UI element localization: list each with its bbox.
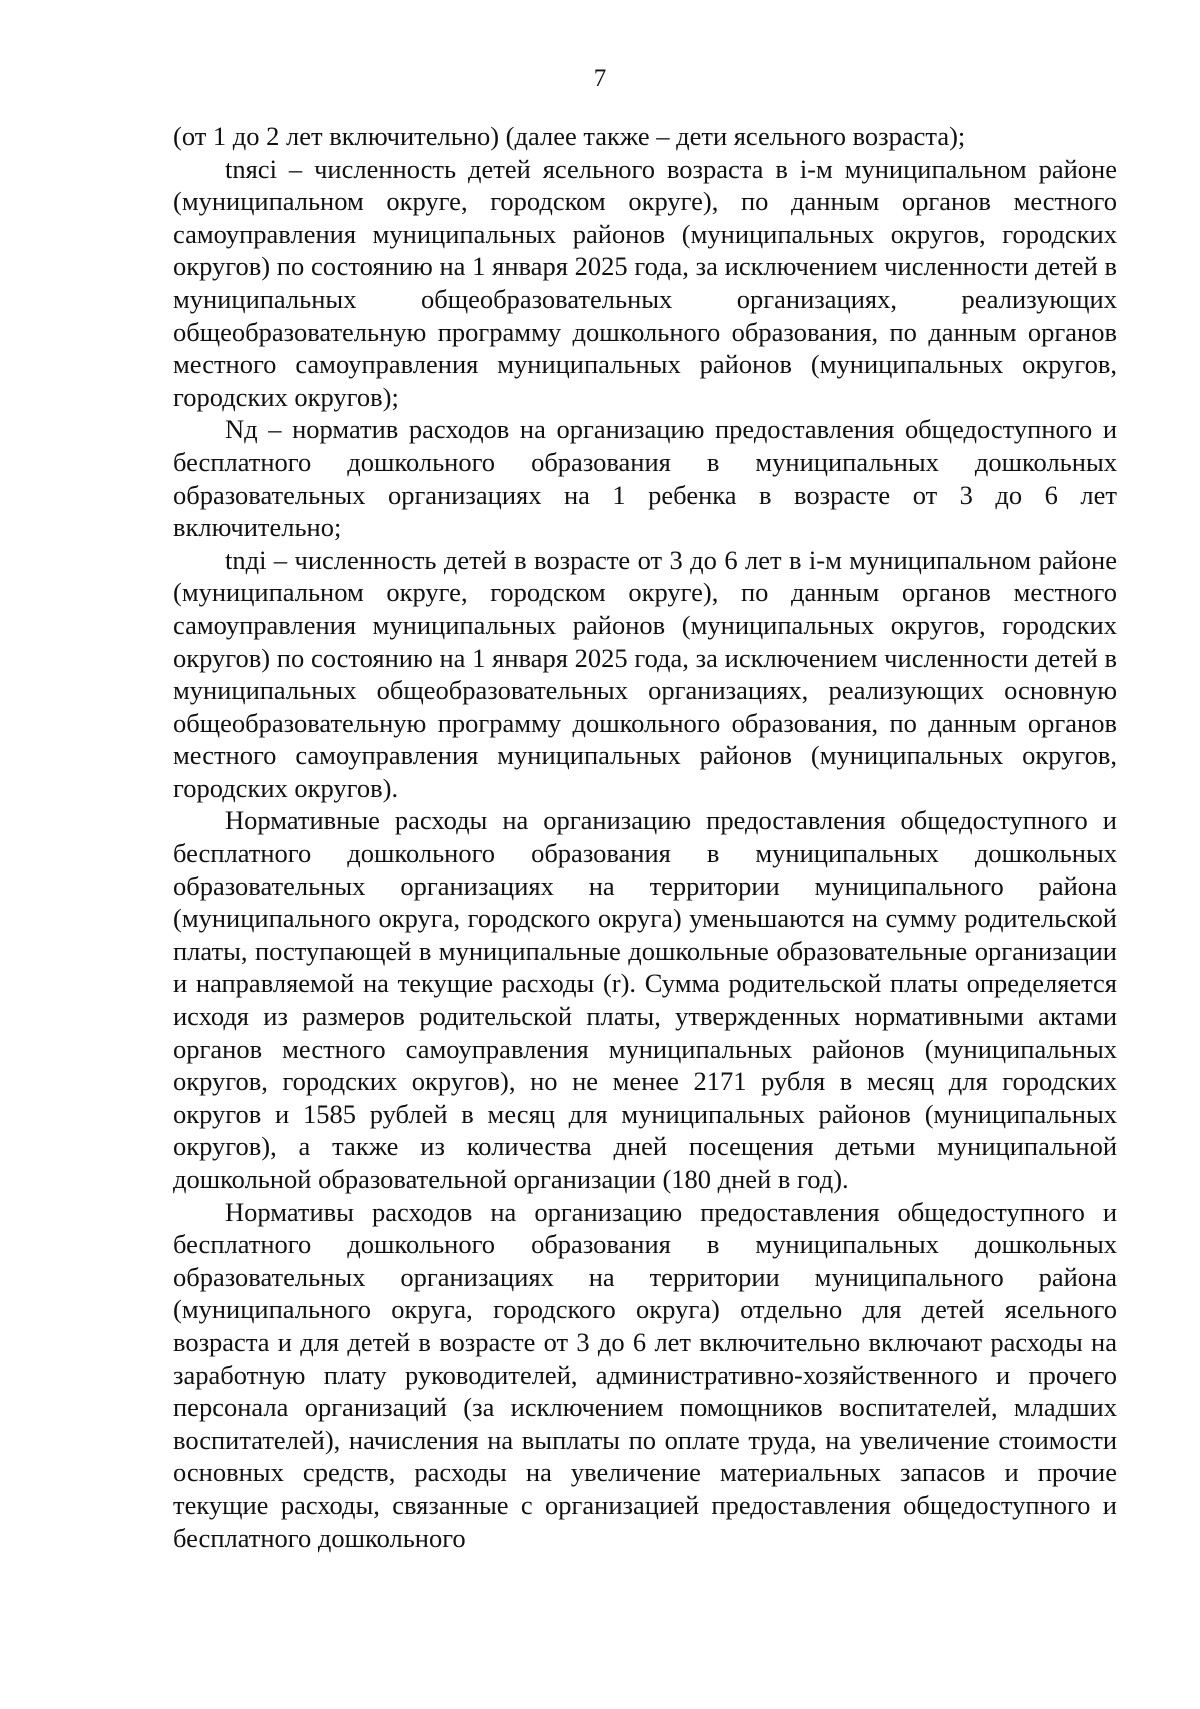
paragraph-continuation: (от 1 до 2 лет включительно) (далее также – дети ясельного возраста); (173, 121, 966, 151)
document-body (173, 120, 1117, 1554)
paragraph-tnyasi-definition: tnясi – численность детей ясельного возраста в i-м муниципальном районе (муниципальном округе, городском округе), по данным органов местного самоуправления муниципальных районов (муниципальных округов, городских округов) по состоянию на 1 января 2025 года, за исключением численности детей в муниципальных общеобразовательных организациях, реализующих общеобразовательную программу дошкольного образования, по данным органов местного самоуправления муниципальных районов (муниципальных округов, городских округов); (173, 153, 1117, 412)
page-number: 7 (593, 65, 607, 92)
paragraph-expense-norms: Нормативы расходов на организацию предоставления общедоступного и бесплатного дошкольного образования в муниципальных дошкольных образовательных организациях на территории муниципального района (муниципального округа, городского округа) отдельно для детей ясельного возраста и для детей в возрасте от 3 до 6 лет включительно включают расходы на заработную плату руководителей, административно-хозяйственного и прочего персонала организаций (за исключением помощников воспитателей, младших воспитателей), начисления на выплаты по оплате труда, на увеличение стоимости основных средств, расходы на увеличение материальных запасов и прочие текущие расходы, связанные с организацией предоставления общедоступного и бесплатного дошкольного (173, 1196, 1117, 1553)
paragraph-nd-definition: Nд – норматив расходов на организацию предоставления общедоступного и бесплатного дошкольного образования в муниципальных дошкольных образовательных организациях на 1 ребенка в возрасте от 3 до 6 лет включительно; (173, 414, 1117, 543)
paragraph-tndi-definition: tnдi – численность детей в возрасте от 3 до 6 лет в i-м муниципальном районе (муниципальном округе, городском округе), по данным органов местного самоуправления муниципальных районов (муниципальных округов, городских округов) по состоянию на 1 января 2025 года, за исключением численности детей в муниципальных общеобразовательных организациях, реализующих основную общеобразовательную программу дошкольного образования, по данным органов местного самоуправления муниципальных районов (муниципальных округов, городских округов). (173, 544, 1117, 803)
paragraph-parental-fee: Нормативные расходы на организацию предоставления общедоступного и бесплатного дошкольного образования в муниципальных дошкольных образовательных организациях на территории муниципального района (муниципального округа, городского округа) уменьшаются на сумму родительской платы, поступающей в муниципальные дошкольные образовательные организации и направляемой на текущие расходы (r). Сумма родительской платы определяется исходя из размеров родительской платы, утвержденных нормативными актами органов местного самоуправления муниципальных районов (муниципальных округов, городских округов), но не менее 2171 рубля в месяц для городских округов и 1585 рублей в месяц для муниципальных районов (муниципальных округов), а также из количества дней посещения детьми муниципальной дошкольной образовательной организации (180 дней в год). (173, 805, 1117, 1194)
